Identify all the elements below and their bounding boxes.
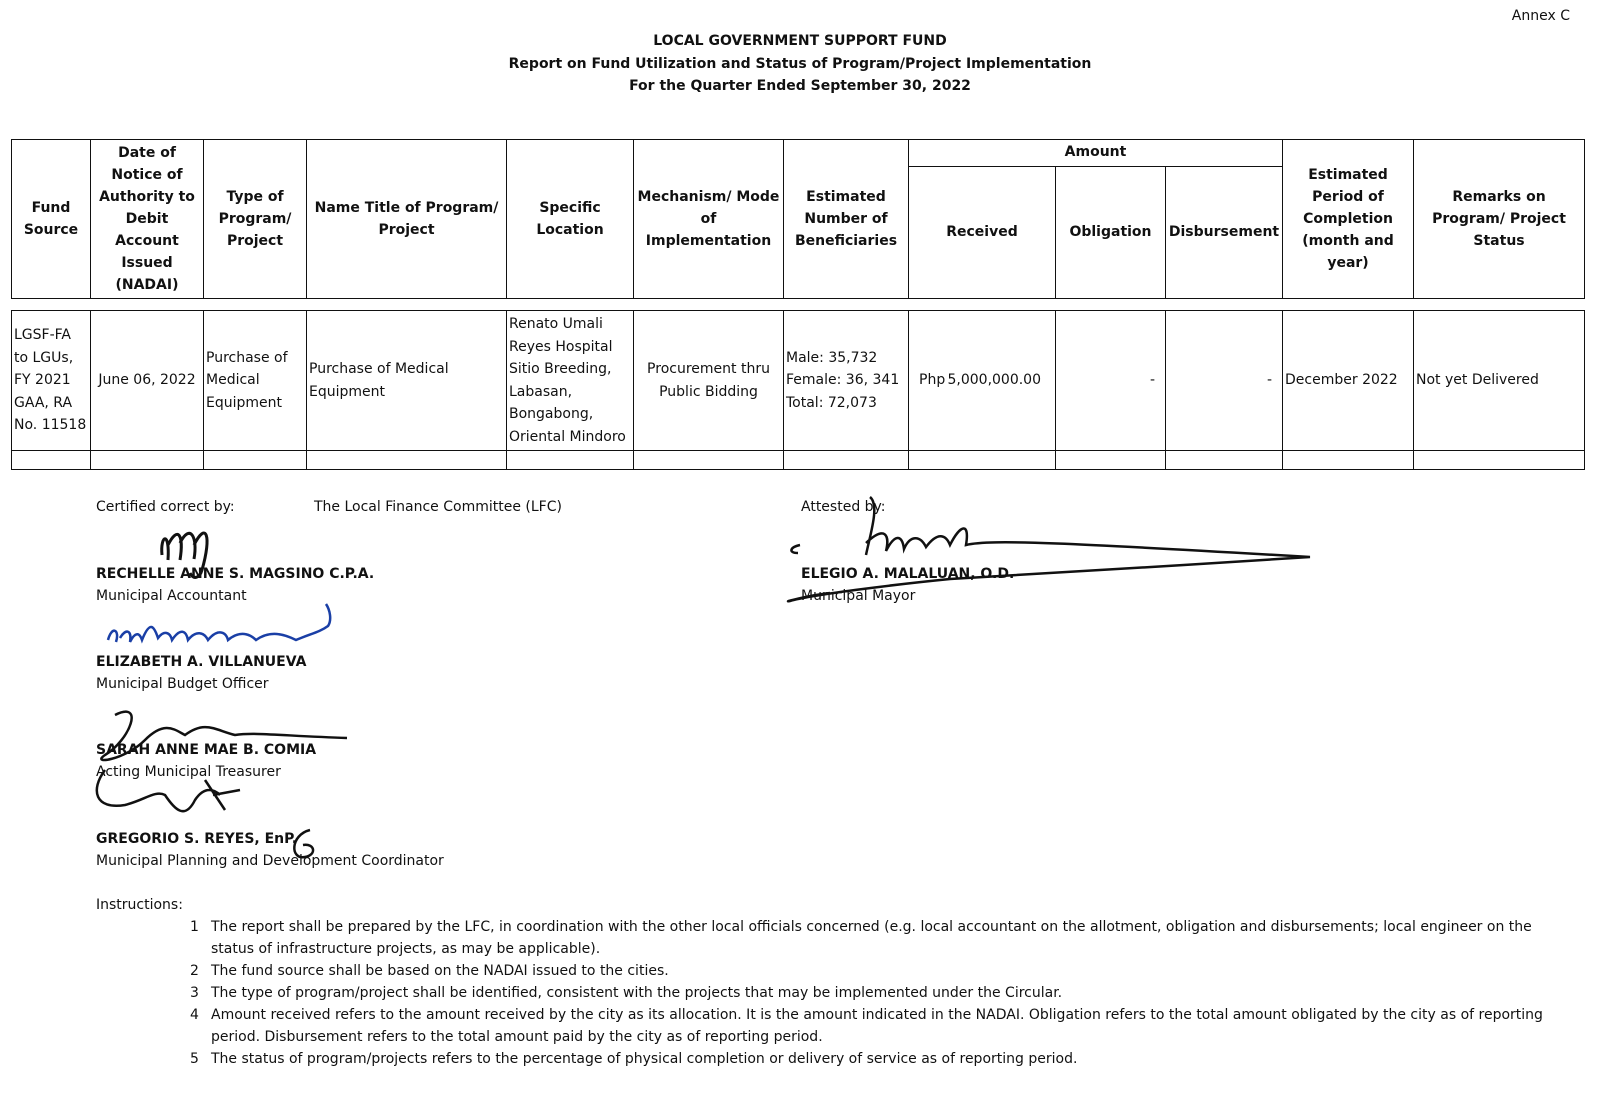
signature-mayor-image — [770, 495, 1340, 615]
initials-image — [285, 825, 325, 865]
cell-remarks: Not yet Delivered — [1414, 311, 1585, 451]
instruction-number: 3 — [190, 985, 199, 1001]
col-header-disbursement: Disbursement — [1166, 166, 1283, 298]
instruction-item — [190, 1004, 1570, 1048]
col-header-fund-source: Fund Source — [12, 140, 91, 299]
instruction-text: The type of program/project shall be identified, consistent with the projects that may be implemented under the Circular. — [211, 985, 1063, 1001]
received-currency: Php — [919, 372, 946, 389]
instruction-item — [190, 916, 1570, 960]
committee-label: The Local Finance Committee (LFC) — [314, 499, 562, 515]
instructions-label: Instructions: — [96, 897, 183, 913]
signatory-name: GREGORIO S. REYES, EnP. — [96, 831, 298, 847]
cell-fund-source: LGSF-FA to LGUs, FY 2021 GAA, RA No. 11518 — [12, 311, 91, 451]
signatory-title: Acting Municipal Treasurer — [96, 764, 281, 780]
annex-label: Annex C — [1511, 8, 1570, 24]
signatory-title: Municipal Planning and Development Coordinator — [96, 853, 444, 869]
attested-label: Attested by: — [801, 499, 886, 515]
col-header-completion: Estimated Period of Completion (month and year) — [1283, 140, 1414, 299]
cell-mechanism: Procurement thru Public Bidding — [634, 311, 784, 451]
col-header-mechanism: Mechanism/ Mode of Implementation — [634, 140, 784, 299]
cell-disbursement: - — [1166, 311, 1283, 451]
signatory-name: ELEGIO A. MALALUAN, O.D. — [801, 566, 1015, 582]
fund-utilization-table — [11, 139, 1585, 470]
col-header-name: Name Title of Program/ Project — [307, 140, 507, 299]
cell-obligation: - — [1056, 311, 1166, 451]
signatory-title: Municipal Mayor — [801, 588, 916, 604]
signatory-name: RECHELLE ANNE S. MAGSINO C.P.A. — [96, 566, 375, 582]
instruction-number: 5 — [190, 1051, 199, 1067]
instruction-item — [190, 982, 1570, 1004]
col-header-type: Type of Program/ Project — [204, 140, 307, 299]
instruction-number: 1 — [190, 919, 199, 935]
col-header-obligation: Obligation — [1056, 166, 1166, 298]
beneficiaries-female: Female: 36, 341 — [786, 372, 900, 389]
instruction-text: The report shall be prepared by the LFC, in coordination with the other local officials concerned (e.g. local accountant on the allotment, obligation and disbursements; local engineer on the status of infrastructure projects, as may be applicable). — [211, 919, 1532, 957]
col-header-nadai-date: Date of Notice of Authority to Debit Account Issued (NADAI) — [91, 140, 204, 299]
report-header — [0, 30, 1600, 98]
col-header-amount: Amount — [909, 140, 1283, 167]
instruction-item — [190, 1048, 1570, 1070]
signatory-name: ELIZABETH A. VILLANUEVA — [96, 654, 307, 670]
instruction-number: 2 — [190, 963, 199, 979]
cell-nadai-date: June 06, 2022 — [91, 311, 204, 451]
beneficiaries-male: Male: 35,732 — [786, 349, 878, 366]
cell-name: Purchase of Medical Equipment — [307, 311, 507, 451]
report-period: For the Quarter Ended September 30, 2022 — [629, 78, 971, 94]
signatory-title: Municipal Budget Officer — [96, 676, 269, 692]
report-title: LOCAL GOVERNMENT SUPPORT FUND — [653, 33, 947, 49]
blank-row — [12, 451, 1585, 470]
cell-received — [909, 311, 1056, 451]
signature-accountant-image — [150, 515, 230, 585]
report-subtitle: Report on Fund Utilization and Status of Program/Project Implementation — [508, 55, 1092, 72]
header-row-1 — [12, 140, 1585, 167]
col-header-remarks: Remarks on Program/ Project Status — [1414, 140, 1585, 299]
instruction-text: The status of program/projects refers to the percentage of physical completion or delivery of service as of reporting period. — [211, 1051, 1078, 1067]
instruction-item — [190, 960, 1570, 982]
instruction-text: Amount received refers to the amount received by the city as its allocation. It is the amount indicated in the NADAI. Obligation refers to the total amount obligated by the city as of reporting period. Disbursement refers to the total amount paid by the city as of reporting period. — [211, 1007, 1543, 1045]
col-header-received: Received — [909, 166, 1056, 298]
received-amount: 5,000,000.00 — [947, 372, 1041, 389]
table-row — [12, 311, 1585, 451]
signature-treasurer-image — [85, 700, 385, 840]
cell-beneficiaries — [784, 311, 909, 451]
signatory-title: Municipal Accountant — [96, 588, 247, 604]
instruction-text: The fund source shall be based on the NADAI issued to the cities. — [211, 963, 669, 979]
spacer-row — [12, 299, 1585, 311]
col-header-beneficiaries: Estimated Number of Beneficiaries — [784, 140, 909, 299]
instruction-number: 4 — [190, 1007, 199, 1023]
cell-completion: December 2022 — [1283, 311, 1414, 451]
cell-type: Purchase of Medical Equipment — [204, 311, 307, 451]
signatory-name: SARAH ANNE MAE B. COMIA — [96, 742, 317, 758]
certified-label: Certified correct by: — [96, 499, 235, 515]
beneficiaries-total: Total: 72,073 — [786, 394, 877, 411]
cell-location: Renato Umali Reyes Hospital Sitio Breeding, Labasan, Bongabong, Oriental Mindoro — [507, 311, 634, 451]
instructions-list — [190, 916, 1570, 1070]
col-header-location: Specific Location — [507, 140, 634, 299]
signature-budget-officer-image — [100, 600, 350, 660]
